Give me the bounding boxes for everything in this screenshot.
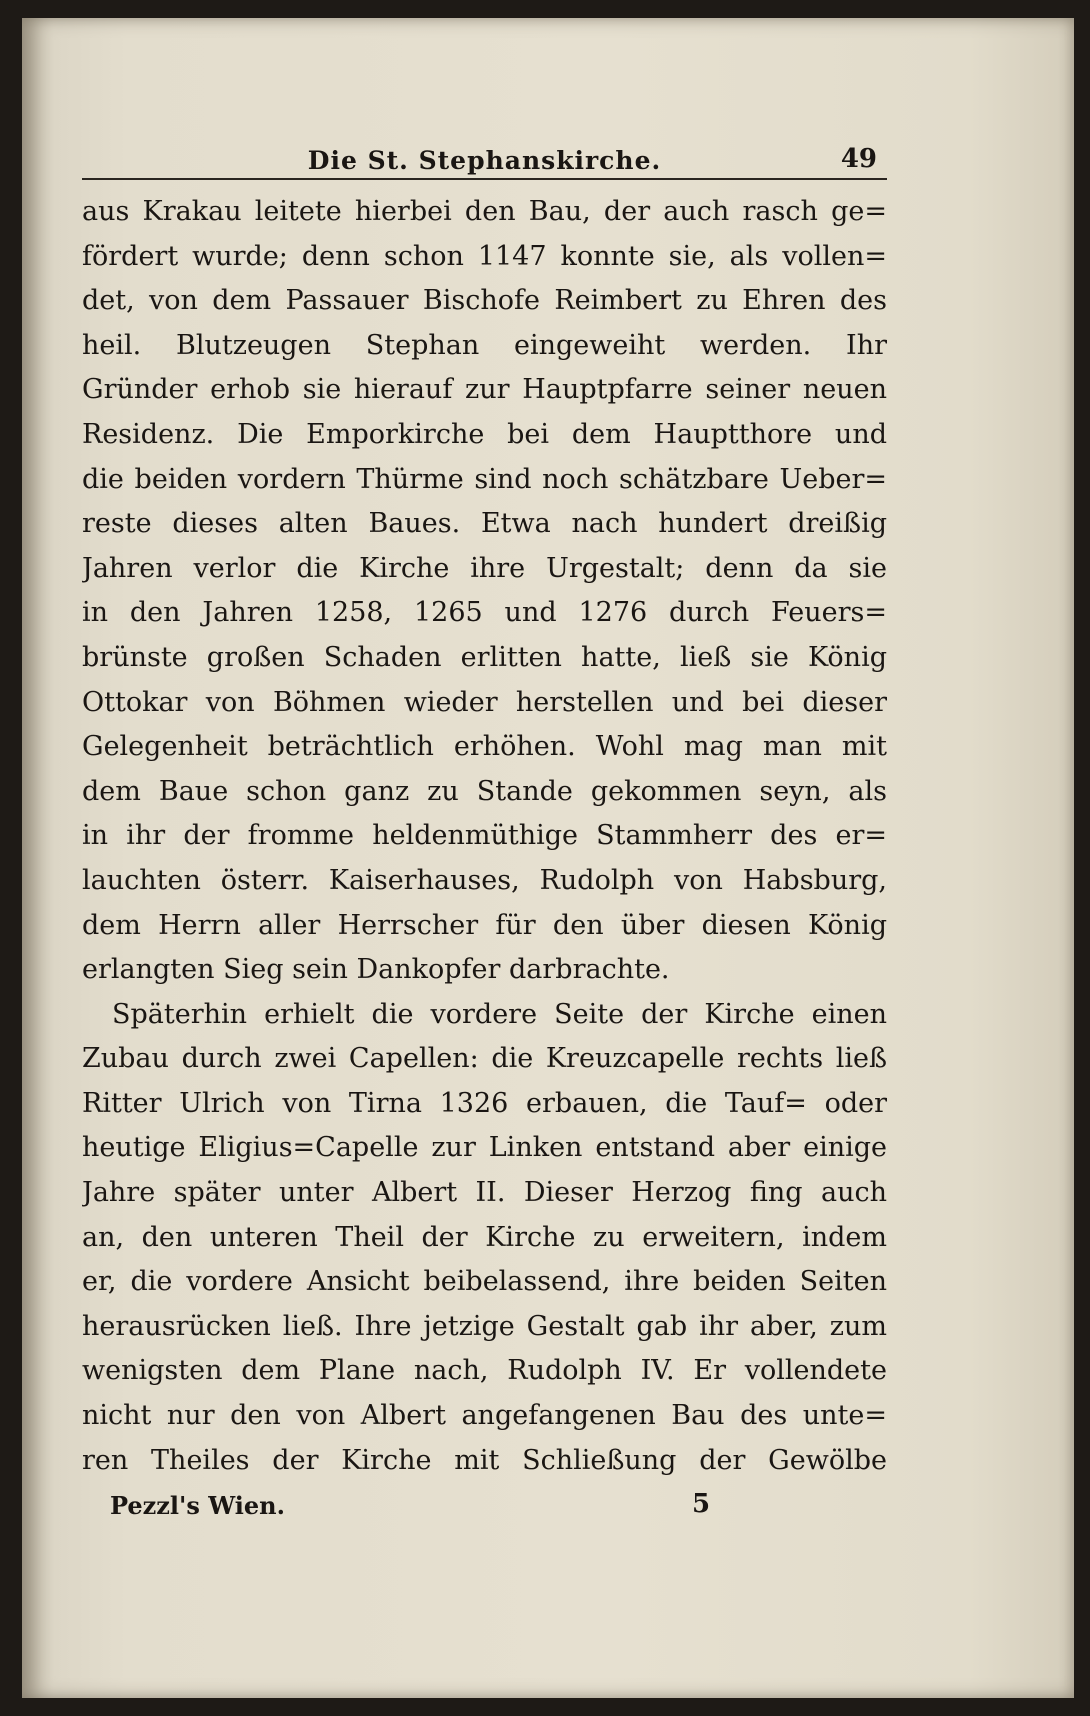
text-line: Ottokar von Böhmen wieder herstellen und bei dieser: [82, 686, 887, 718]
text-line: Jahre später unter Albert II. Dieser Herzog fing auch: [82, 1177, 887, 1209]
sheet-number: 5: [692, 1489, 711, 1520]
text-line: reste dieses alten Baues. Etwa nach hundert dreißig: [82, 508, 887, 540]
running-head: [82, 130, 887, 180]
text-line: Residenz. Die Emporkirche bei dem Hauptthore und: [82, 418, 887, 450]
text-line: in den Jahren 1258, 1265 und 1276 durch Feuers=: [82, 597, 887, 629]
book-page: [22, 18, 1074, 1698]
text-line: dem Baue schon ganz zu Stande gekommen seyn, als: [82, 775, 887, 807]
text-line: die beiden vordern Thürme sind noch schätzbare Ueber=: [82, 463, 887, 495]
text-line: aus Krakau leitete hierbei den Bau, der auch rasch ge=: [82, 196, 887, 227]
text-line: nicht nur den von Albert angefangenen Bau des unte=: [82, 1400, 887, 1432]
text-line: dem Herrn aller Herrscher für den über diesen König: [82, 909, 887, 941]
text-line: Zubau durch zwei Capellen: die Kreuzcapelle rechts ließ: [82, 1043, 887, 1075]
text-line: Ritter Ulrich von Tirna 1326 erbauen, die Tauf= oder: [82, 1087, 887, 1119]
text-line: brünste großen Schaden erlitten hatte, ließ sie König: [82, 641, 887, 673]
signature-mark: Pezzl's Wien.: [110, 1491, 285, 1521]
text-line: er, die vordere Ansicht beibelassend, ihre beiden Seiten: [82, 1266, 887, 1298]
text-line: erlangten Sieg sein Dankopfer darbrachte.: [82, 954, 670, 986]
page-content: [82, 130, 887, 1531]
text-line: in ihr der fromme heldenmüthige Stammherr des er=: [82, 820, 887, 852]
running-title: Die St. Stephanskirche.: [307, 146, 662, 175]
paragraph-1: [82, 190, 887, 993]
text-line: herausrücken ließ. Ihre jetzige Gestalt gab ihr aber, zum: [82, 1310, 887, 1342]
page-footer: [82, 1485, 887, 1531]
text-line: wenigsten dem Plane nach, Rudolph IV. Er vollendete: [82, 1355, 887, 1387]
paragraph-2: [82, 993, 887, 1484]
text-line: lauchten österr. Kaiserhauses, Rudolph von Habsburg,: [82, 864, 887, 896]
page-number: 49: [840, 144, 877, 174]
text-line: Späterhin erhielt die vordere Seite der Kirche einen: [112, 998, 887, 1030]
text-line: heil. Blutzeugen Stephan eingeweiht werden. Ihr: [82, 329, 887, 361]
text-line: det, von dem Passauer Bischofe Reimbert zu Ehren des: [82, 285, 887, 317]
text-line: heutige Eligius=Capelle zur Linken entstand aber einige: [82, 1132, 887, 1164]
text-line: an, den unteren Theil der Kirche zu erweitern, indem: [82, 1221, 887, 1253]
text-line: Jahren verlor die Kirche ihre Urgestalt; denn da sie: [82, 552, 887, 584]
text-line: Gelegenheit beträchtlich erhöhen. Wohl mag man mit: [82, 731, 887, 763]
body-text: [82, 190, 887, 1483]
text-line: ren Theiles der Kirche mit Schließung der Gewölbe: [82, 1444, 887, 1476]
text-line: fördert wurde; denn schon 1147 konnte sie, als vollen=: [82, 240, 887, 272]
text-line: Gründer erhob sie hierauf zur Hauptpfarre seiner neuen: [82, 374, 887, 406]
